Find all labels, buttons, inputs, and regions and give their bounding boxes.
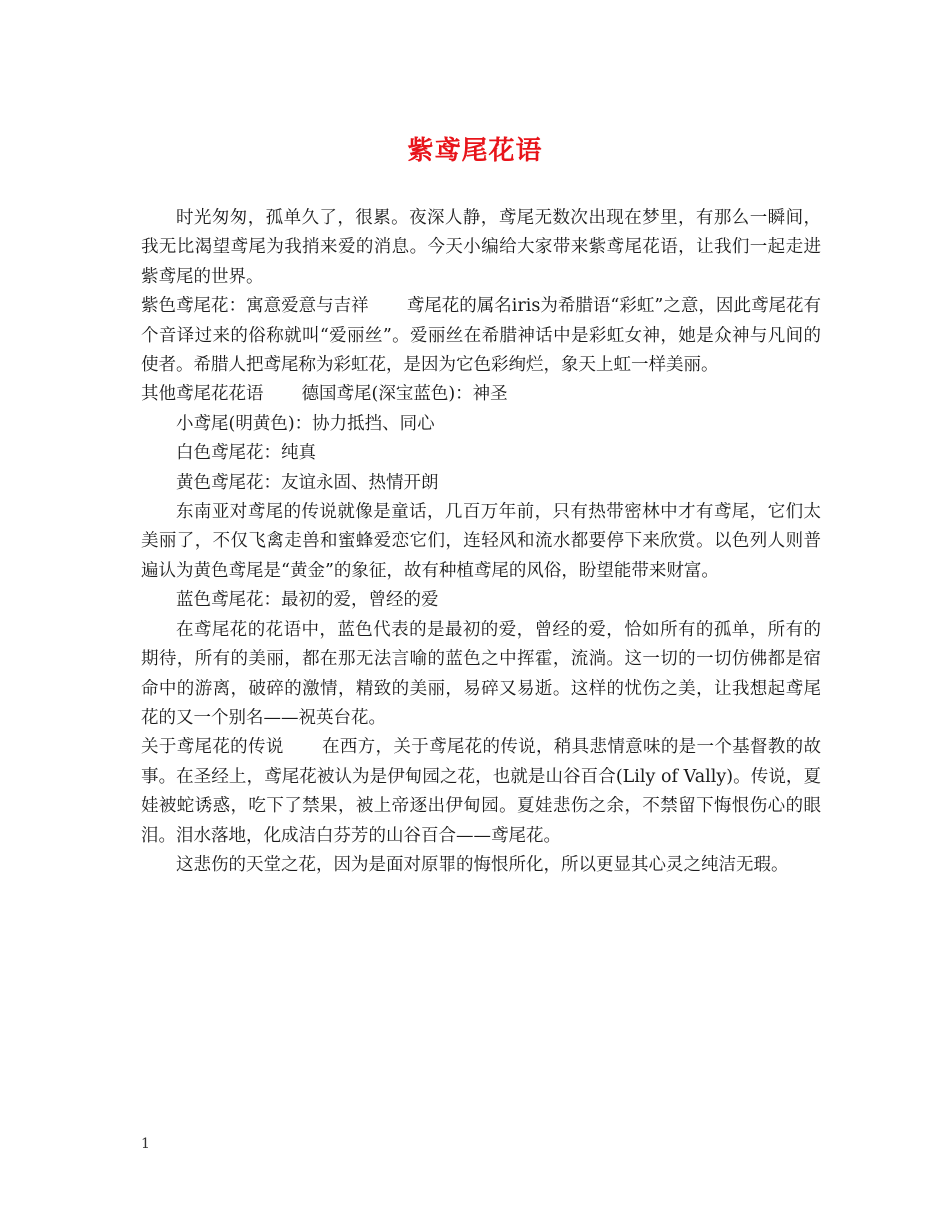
paragraph-legend [141,733,821,851]
paragraph-text: 小鸢尾(明黄色)：协力抵挡、同心 [176,413,435,434]
paragraph-text: 时光匆匆，孤单久了，很累。夜深人静，鸢尾无数次出现在梦里，有那么一瞬间，我无比渴望鸢尾为我捎来爱的消息。今天小编给大家带来紫鸢尾花语，让我们一起走进紫鸢尾的世界。 [141,208,821,287]
paragraph-text: 在鸢尾花的花语中，蓝色代表的是最初的爱，曾经的爱，恰如所有的孤单，所有的期待，所有的美丽，都在那无法言喻的蓝色之中挥霍，流淌。这一切的一切仿佛都是宿命中的游离，破碎的激情，精致的美丽，易碎又易逝。这样的忧伤之美，让我想起鸢尾花的又一个别名——祝英台花。 [141,619,821,728]
paragraph-white-iris [141,439,821,468]
section-heading: 紫色鸢尾花：寓意爱意与吉祥 [141,296,369,317]
paragraph-text: 东南亚对鸢尾的传说就像是童话，几百万年前，只有热带密林中才有鸢尾，它们太美丽了，不仅飞禽走兽和蜜蜂爱恋它们，连轻风和流水都要停下来欣赏。以色列人则普遍认为黄色鸢尾是“黄金”的象征，故有种植鸢尾的风俗，盼望能带来财富。 [141,502,821,581]
paragraph-text: 黄色鸢尾花：友谊永固、热情开朗 [176,472,439,493]
paragraph-text: 白色鸢尾花：纯真 [176,443,316,464]
paragraph-text: 在西方，关于鸢尾花的传说，稍具悲情意味的是一个基督教的故事。在圣经上，鸢尾花被认为是伊甸园之花，也就是山谷百合(Lily of Vally)。传说，夏娃被蛇诱惑，吃下了禁果，被上帝逐出伊甸园。夏娃悲伤之余，不禁留下悔恨伤心的眼泪。泪水落地，化成洁白芬芳的山谷百合——鸢尾花。 [141,737,822,846]
paragraph-conclusion [141,851,821,880]
paragraph-small-iris [141,410,821,439]
paragraph-yellow-iris [141,469,821,498]
paragraph-southeast-asia [141,498,821,586]
paragraph-text: 德国鸢尾(深宝蓝色)：神圣 [301,384,508,405]
page-title: 紫鸢尾花语 [407,136,543,166]
paragraph-text: 这悲伤的天堂之花，因为是面对原罪的悔恨所化，所以更显其心灵之纯洁无瑕。 [176,854,789,875]
paragraph-blue-iris [141,586,821,615]
paragraph-intro [141,204,821,292]
page-number: 1 [141,1136,150,1152]
section-heading: 关于鸢尾花的传说 [141,737,284,758]
document-body [141,204,821,880]
paragraph-text: 蓝色鸢尾花：最初的爱，曾经的爱 [176,590,439,611]
paragraph-text: 鸢尾花的属名iris为希腊语“彩虹”之意，因此鸢尾花有个音译过来的俗称就叫“爱丽丝”。爱丽丝在希腊神话中是彩虹女神，她是众神与凡间的使者。希腊人把鸢尾称为彩虹花，是因为它色彩绚烂，象天上虹一样美丽。 [141,296,821,376]
paragraph-blue-meaning [141,616,821,734]
section-heading: 其他鸢尾花花语 [141,384,264,405]
paragraph-other-iris [141,380,821,409]
paragraph-purple-iris [141,292,821,380]
